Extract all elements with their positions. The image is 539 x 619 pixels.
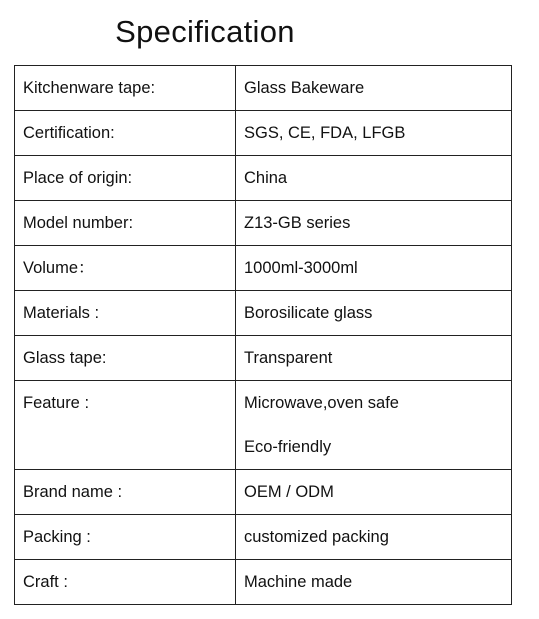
row-value-text: Borosilicate glass: [244, 304, 373, 322]
row-value: [236, 560, 512, 605]
table-row: [15, 246, 512, 291]
row-label: Certification:: [15, 111, 236, 156]
table-row: [15, 66, 512, 111]
row-label: Glass tape:: [15, 336, 236, 381]
table-row: [15, 291, 512, 336]
row-value-text: Eco-friendly: [244, 438, 332, 456]
row-label: Kitchenware tape:: [15, 66, 236, 111]
page-title: Specification: [115, 14, 295, 49]
row-label: Craft :: [15, 560, 236, 605]
row-value: [236, 246, 512, 291]
row-value-text: Transparent: [244, 349, 333, 367]
row-value-text: customized packing: [244, 528, 389, 546]
row-label: Model number:: [15, 201, 236, 246]
table-row: [15, 515, 512, 560]
row-value-text: Microwave,oven safe: [244, 394, 399, 412]
table-row: [15, 201, 512, 246]
row-value-text: Glass Bakeware: [244, 79, 365, 97]
row-value-text: SGS, CE, FDA, LFGB: [244, 124, 406, 142]
row-value: [236, 515, 512, 560]
row-value: [236, 291, 512, 336]
table-row: [15, 336, 512, 381]
row-label: Feature :: [15, 381, 236, 470]
row-value: [236, 111, 512, 156]
row-value-text: OEM / ODM: [244, 483, 334, 501]
row-value: [236, 201, 512, 246]
row-value: [236, 381, 512, 470]
row-value-text: Machine made: [244, 573, 353, 591]
table-row: [15, 156, 512, 201]
table-row: [15, 470, 512, 515]
table-row: [15, 560, 512, 605]
row-value-text: Z13-GB series: [244, 214, 351, 232]
row-value: [236, 470, 512, 515]
row-label: Packing :: [15, 515, 236, 560]
table-row: [15, 111, 512, 156]
row-value-text: China: [244, 169, 288, 187]
row-value-text: 1000ml-3000ml: [244, 259, 358, 277]
row-label: Brand name :: [15, 470, 236, 515]
row-value: [236, 66, 512, 111]
row-value: [236, 336, 512, 381]
table-row: [15, 381, 512, 470]
row-value: [236, 156, 512, 201]
row-label: Materials :: [15, 291, 236, 336]
specification-table: [14, 65, 512, 605]
row-label: Place of origin:: [15, 156, 236, 201]
row-label: Volume：: [15, 246, 236, 291]
